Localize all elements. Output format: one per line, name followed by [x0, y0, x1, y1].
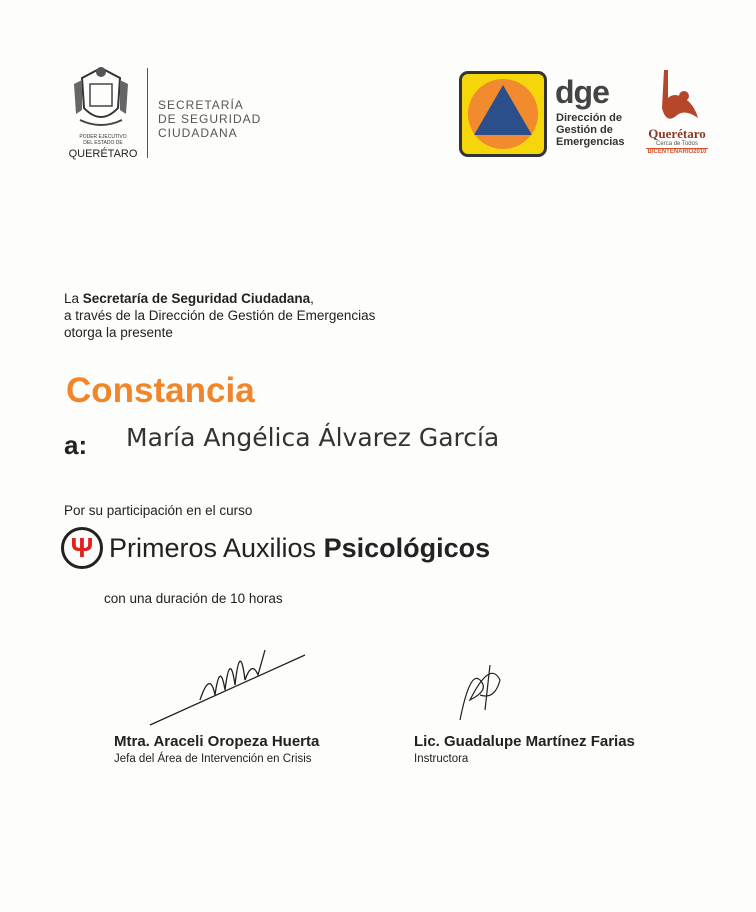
gov-logo-state: QUERÉTARO	[68, 148, 138, 160]
gov-logo-caption: PODER EJECUTIVO DEL ESTADO DE	[79, 134, 127, 146]
signature-2-icon	[440, 650, 520, 730]
signer-2-name: Lic. Guadalupe Martínez Farias	[414, 733, 635, 750]
intro-text: La Secretaría de Seguridad Ciudadana, a través de la Dirección de Gestión de Emergencias otorga la presente	[64, 291, 376, 340]
to-label: a:	[64, 430, 88, 460]
torch-figure-icon	[654, 68, 700, 126]
certificate-title: Constancia	[66, 371, 255, 410]
dge-full-name: Dirección de Gestión de Emergencias	[556, 112, 625, 148]
dge-logo-icon	[459, 71, 547, 157]
secretaria-name: SECRETARÍA DE SEGURIDAD CIUDADANA	[158, 98, 262, 140]
duration-text: con una duración de 10 horas	[104, 591, 283, 606]
signature-1-icon	[140, 630, 310, 730]
signer-1-name: Mtra. Araceli Oropeza Huerta	[114, 733, 320, 750]
divider	[147, 68, 148, 158]
course-name: Ψ Primeros Auxilios Psicológicos	[61, 527, 490, 569]
psi-icon: Ψ	[61, 527, 103, 569]
recipient-name: María Angélica Álvarez García	[126, 423, 500, 452]
bicentenario-logo: Querétaro Cerca de Todos BICENTENARIO2010	[646, 68, 708, 160]
signer-1-role: Jefa del Área de Intervención en Crisis	[114, 753, 312, 765]
queretaro-coat-of-arms-icon	[72, 64, 130, 130]
participation-text: Por su participación en el curso	[64, 503, 253, 518]
signer-2-role: Instructora	[414, 753, 469, 765]
dge-acronym: dge	[555, 74, 609, 110]
